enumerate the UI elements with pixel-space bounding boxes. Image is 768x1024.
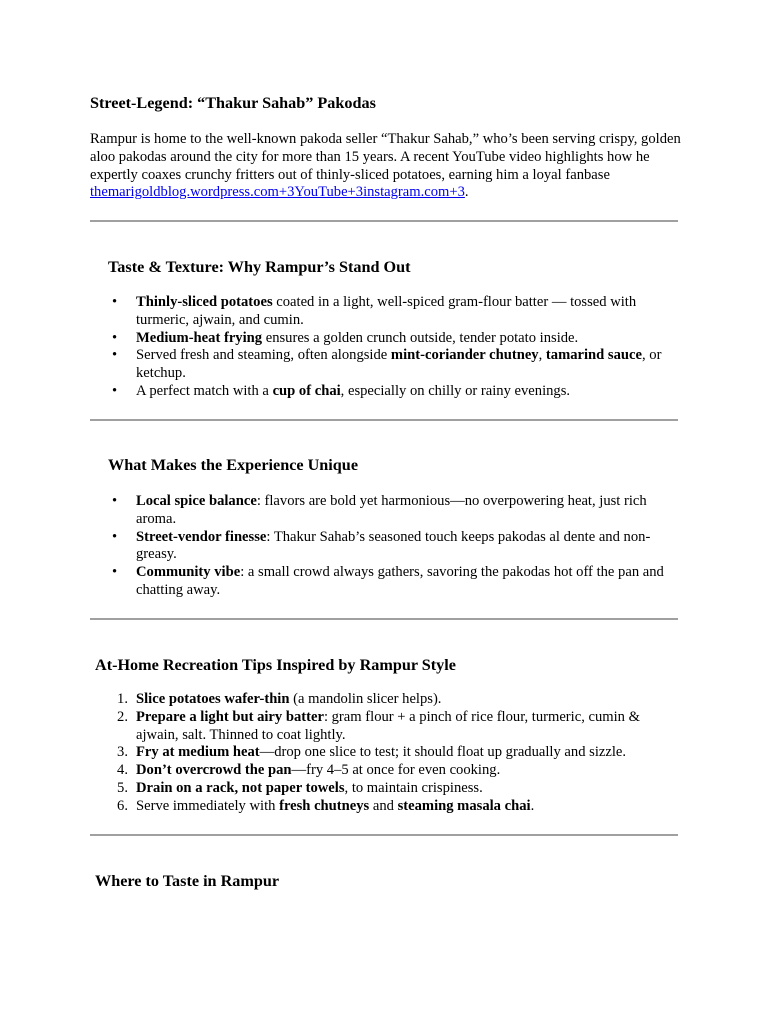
item-number: 1.	[117, 691, 128, 707]
item-bold: Community vibe	[136, 564, 241, 581]
list-item	[112, 744, 672, 762]
item-prefix: Serve immediately with	[136, 797, 280, 814]
divider	[90, 834, 678, 836]
item-mid: and	[369, 797, 398, 814]
bullet-icon: •	[112, 493, 118, 509]
item-text: , especially on chilly or rainy evenings.	[340, 382, 571, 399]
bullet-icon: •	[112, 528, 118, 545]
item-bold: Don’t overcrowd the pan	[136, 762, 292, 779]
list-item	[112, 762, 672, 780]
list-item	[112, 798, 672, 816]
item-text: , or ketchup.	[136, 347, 662, 382]
item-number: 5.	[117, 779, 128, 796]
list-item	[112, 347, 672, 383]
item-text: : flavors are bold yet harmonious—no overpowering heat, just rich aroma.	[136, 493, 647, 527]
item-number: 4.	[117, 762, 128, 779]
bullet-icon: •	[112, 294, 118, 310]
item-text: , to maintain crispiness.	[344, 779, 483, 796]
bullet-icon: •	[112, 382, 118, 399]
bullet-icon: •	[112, 347, 118, 364]
list-item	[112, 383, 672, 401]
item-text: : Thakur Sahab’s seasoned touch keeps pakodas al dente and non-greasy.	[136, 528, 651, 563]
divider	[90, 419, 678, 421]
home-tips-list	[112, 691, 672, 816]
item-bold: fresh chutneys	[279, 797, 370, 814]
item-bold: Prepare a light but airy batter	[136, 708, 324, 725]
item-number: 3.	[117, 744, 128, 761]
item-text: (a mandolin slicer helps).	[289, 691, 442, 707]
intro-text: Rampur is home to the well-known pakoda seller “Thakur Sahab,” who’s been serving crispy, golden aloo pakodas around the city for more than 15 years. A recent YouTube video highlights how he expertly coaxes crunchy fritters out of thinly-sliced potatoes, earning him a loyal fanbase	[90, 131, 681, 183]
item-bold: Medium-heat frying	[136, 329, 263, 346]
item-bold: mint-coriander chutney	[390, 347, 539, 364]
item-text: ensures a golden crunch outside, tender potato inside.	[262, 329, 579, 346]
source-link[interactable]: themarigoldblog.wordpress.com+3YouTube+3instagram.com+3	[90, 184, 465, 201]
item-text: —fry 4–5 at once for even cooking.	[291, 762, 501, 779]
item-bold: Local spice balance	[136, 493, 257, 509]
item-text: coated in a light, well-spiced gram-flour batter — tossed with turmeric, ajwain, and cumin.	[136, 294, 637, 328]
item-text: : a small crowd always gathers, savoring the pakodas hot off the pan and chatting away.	[136, 564, 664, 598]
list-item	[112, 294, 672, 330]
item-bold: cup of chai	[272, 382, 341, 399]
intro-end: .	[464, 184, 469, 201]
item-bold: Street-vendor finesse	[136, 528, 267, 545]
item-text: .	[530, 797, 535, 814]
list-item	[112, 564, 672, 600]
section-title-where: Where to Taste in Rampur	[95, 872, 280, 890]
section-title-home: At-Home Recreation Tips Inspired by Rampur Style	[95, 656, 456, 674]
item-bold: Slice potatoes wafer-thin	[136, 691, 290, 707]
item-bold-2: steaming masala chai	[397, 797, 531, 814]
unique-list	[112, 493, 672, 600]
list-item	[112, 493, 672, 529]
bullet-icon: •	[112, 564, 118, 581]
list-item	[112, 529, 672, 565]
intro-paragraph	[90, 131, 690, 202]
item-number: 2.	[117, 708, 128, 725]
item-bold: Fry at medium heat	[136, 744, 260, 761]
section-title-taste: Taste & Texture: Why Rampur’s Stand Out	[108, 258, 411, 276]
item-bold: Thinly-sliced potatoes	[136, 294, 273, 310]
taste-list	[112, 294, 672, 401]
section-title-unique: What Makes the Experience Unique	[108, 456, 358, 474]
article-title: Street-Legend: “Thakur Sahab” Pakodas	[90, 94, 376, 112]
item-prefix: A perfect match with a	[136, 382, 273, 399]
item-bold-2: tamarind sauce	[545, 347, 642, 364]
item-number: 6.	[117, 797, 128, 814]
item-mid: ,	[538, 347, 546, 364]
list-item	[112, 691, 672, 709]
divider	[90, 220, 678, 222]
list-item	[112, 780, 672, 798]
item-prefix: Served fresh and steaming, often alongside	[136, 347, 391, 364]
list-item	[112, 709, 672, 745]
list-item	[112, 330, 672, 348]
item-text: —drop one slice to test; it should float up gradually and sizzle.	[259, 744, 627, 761]
divider	[90, 618, 678, 620]
item-bold: Drain on a rack, not paper towels	[136, 779, 345, 796]
bullet-icon: •	[112, 329, 118, 346]
item-text: : gram flour + a pinch of rice flour, turmeric, cumin & ajwain, salt. Thinned to coat lightly.	[136, 708, 640, 743]
